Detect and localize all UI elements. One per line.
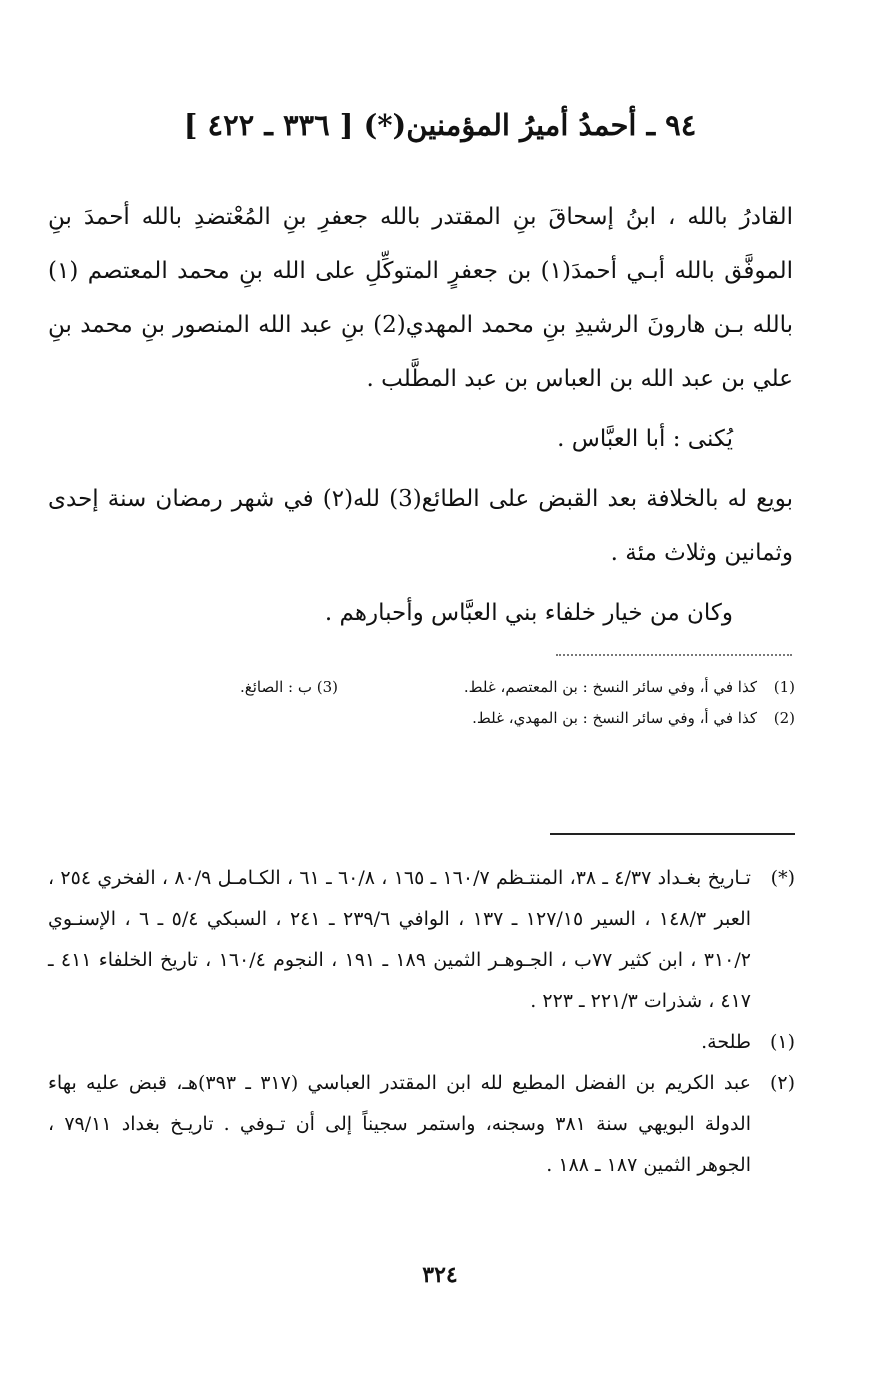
footnote-text: عبد الكريم بن الفضل المطيع لله ابن المقتدر العباسي (٣١٧ ـ ٣٩٣)هـ، قبض عليه بهاء الدولة البويهي سنة ٣٨١ وسجنه، واستمر سجيناً إلى أن تـوفي . تاريـخ بغداد ٧٩/١١ ، الجوهر الثمين ١٨٧ ـ ١٨٨ . [48,1072,751,1176]
notes-separator [556,654,792,656]
accession-paragraph: بويع له بالخلافة بعد القبض على الطائع(3) لله(٢) في شهر رمضان سنة إحدى وثمانين وثلاث مئة . [48,486,793,566]
manuscript-notes [240,672,795,734]
footnote-marker: (*) [770,867,795,889]
footnote-text: طلحة. [701,1031,751,1053]
lineage-paragraph: القادرُ بالله ، ابنُ إسحاقَ بنِ المقتدر بالله جعفرِ بنِ المُعْتضدِ بالله أحمدَ بنِ الموفَّق بالله أبـي أحمدَ(١) بن جعفرٍ المتوكِّلِ على الله بنِ محمد المعتصم (١) بالله بـن هارونَ الرشيدِ بنِ محمد المهدي(2) بنِ عبد الله المنصور بنِ محمد بنِ علي بن عبد الله بن العباس بن عبد المطَّلب . [48,204,793,392]
footnote [48,1022,795,1063]
footnote-marker: (١) [769,1031,795,1053]
kunya-paragraph: يُكنى : أبا العبَّاس . [557,426,733,452]
manuscript-note [240,703,795,734]
footnotes [48,858,795,1186]
footnote [48,858,795,1022]
note-text: كذا في أ، وفي سائر النسخ : بن المهدي، غلط. [472,709,757,727]
entry-title: ٩٤ ـ أحمدُ أميرُ المؤمنين(*) [ ٣٣٦ ـ ٤٢٢ ] [183,108,697,142]
footnote-text: تـاريخ بغـداد ٤/٣٧ ـ ٣٨، المنتـظم ١٦٠/٧ ـ ١٦٥ ، ٦٠/٨ ـ ٦١ ، الكـامـل ٨٠/٩ ، الفخري ٢٥٤ ، العبر ١٤٨/٣ ، السير ١٢٧/١٥ ـ ١٣٧ ، الوافي ٢٣٩/٦ ـ ٢٤١ ، السبكي ٥/٤ ـ ٦ ، الإسنـوي ٣١٠/٢ ، ابن كثير ٧٧ب ، الجـوهـر الثمين ١٨٩ ـ ١٩١ ، النجوم ١٦٠/٤ ، تاريخ الخلفاء ٤١١ ـ ٤١٧ ، شذرات ٢٢١/٣ ـ ٢٢٣ . [48,867,751,1012]
note-number: (2) [773,709,795,727]
character-paragraph: وكان من خيار خلفاء بني العبَّاس وأحبارهم . [324,600,733,626]
manuscript-note: (3) ب : الصائغ. [240,678,338,696]
entry-body [48,190,793,640]
note-number: (1) [773,678,795,696]
footnote-marker: (٢) [769,1072,795,1094]
page-number: ٣٢٤ [422,1262,458,1288]
note-text: كذا في أ، وفي سائر النسخ : بن المعتصم، غلط. [463,678,757,696]
footnote [48,1063,795,1186]
footnote-rule [550,833,795,835]
